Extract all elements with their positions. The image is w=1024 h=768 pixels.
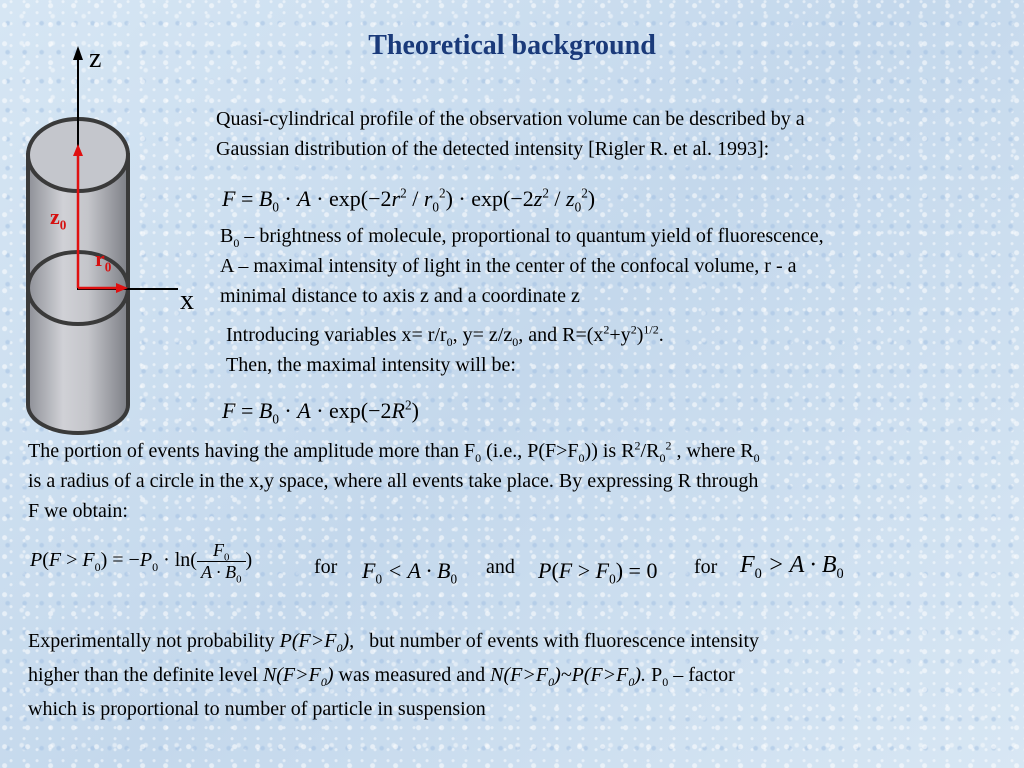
condition-2: $F_0 > A \cdot B_0$ (740, 552, 844, 582)
intro-paragraph (216, 104, 805, 164)
zero-probability-formula: $P(F > F_0) = 0$ (538, 558, 658, 587)
portion-line-2: is a radius of a circle in the x,y space, where all events take place. By expressing R through (28, 470, 759, 492)
experimental-line-3: which is proportional to number of particle in suspension (28, 698, 486, 720)
z0-label: $z_0$ (50, 204, 67, 233)
substitution-paragraph (226, 320, 664, 380)
portion-paragraph (28, 436, 760, 526)
experimental-line-1: Experimentally not probability $P(F>F_0)$, but number of events with fluorescence intensity (28, 630, 760, 655)
r0-label: $r_0$ (95, 246, 112, 275)
for-label-2: for (694, 556, 718, 578)
intro-line-1: Quasi-cylindrical profile of the observation volume can be described by a (216, 108, 805, 130)
probability-formula: $P(F > F_0) = -P_0 \cdot \ln$( $\frac{F_0}{A \cdot B_0}$ ) (30, 540, 253, 586)
z-axis-arrowhead (73, 46, 83, 60)
x-axis-label: x (180, 285, 194, 316)
ln-fraction: $\frac{F_0}{A \cdot B_0}$ (197, 540, 246, 583)
cylinder-diagram (0, 40, 240, 440)
substitution-line: Introducing variables $x= r/r_0$, $y= z/z_0$, and $R=(x^2+y^2)^{1/2}$. (226, 322, 664, 349)
portion-line-1: The portion of events having the amplitude more than $F_0$ (i.e., $P(F>F_0)$) is $R^2/R_0^2$ , where $R_0$ (28, 438, 760, 465)
for-label-1: for (314, 556, 338, 578)
portion-line-3: F we obtain: (28, 500, 128, 522)
condition-1: $F_0 < A \cdot B_0$ (362, 558, 458, 587)
intro-line-2: Gaussian distribution of the detected intensity [Rigler R. et al. 1993]: (216, 138, 770, 160)
b0-description: $B_0$ – brightness of molecule, proportional to quantum yield of fluorescence, (220, 225, 824, 250)
max-intensity-line: Then, the maximal intensity will be: (226, 354, 516, 376)
a-description: A – maximal intensity of light in the center of the confocal volume, r - a (220, 255, 797, 277)
experimental-line-2: higher than the definite level $N(F>F_0)$ was measured and $N(F>F_0)\sim P(F>F_0)$. $P_0$ – factor (28, 664, 735, 689)
intensity-formula: $F = B_0 \cdot A \cdot \exp(-2r^2 / r_0^2) \cdot \exp(-2z^2 / z_0^2)$ (222, 185, 596, 215)
experimental-paragraph (28, 624, 759, 726)
and-label: and (486, 556, 515, 578)
variables-description (220, 221, 824, 311)
z-axis-label: z (89, 43, 102, 74)
page-title: Theoretical background (368, 30, 656, 61)
max-intensity-formula: $F = B_0 \cdot A \cdot \exp(-2R^2)$ (222, 397, 419, 427)
r-description: minimal distance to axis z and a coordinate z (220, 285, 580, 307)
